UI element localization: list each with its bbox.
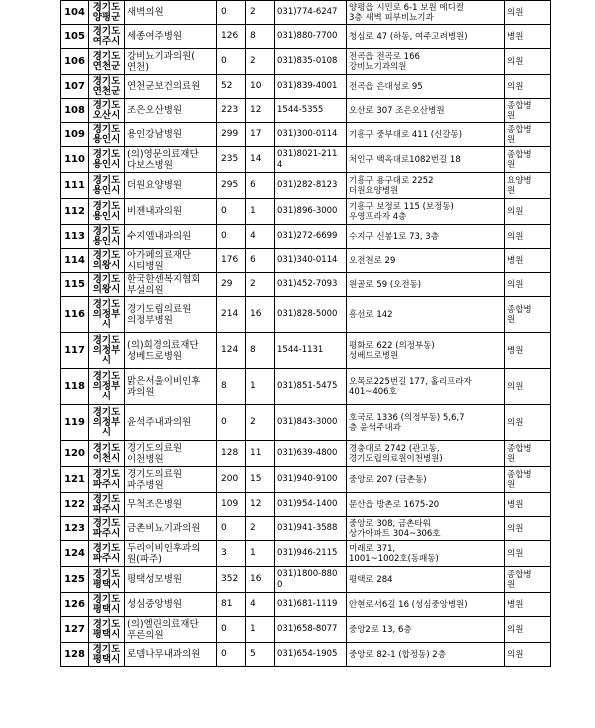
beds-cell: 124 — [217, 333, 246, 369]
address-cell: 전곡읍 전곡로 166 강비뇨기과의원 — [347, 49, 505, 75]
region-cell: 경기도 용인시 — [89, 123, 125, 147]
departments-cell: 6 — [246, 249, 275, 273]
region-cell: 경기도 의정부 시 — [89, 333, 125, 369]
beds-cell: 0 — [217, 517, 246, 541]
address-cell: 미래로 371, 1001~1002호(동패동) — [347, 541, 505, 567]
facility-name-cell: 금촌비뇨기과의원 — [125, 517, 217, 541]
facility-name-cell: 연천군보건의료원 — [125, 75, 217, 99]
table-row — [61, 147, 551, 173]
address-cell: 안현로서6길 16 (성심중앙병원) — [347, 593, 505, 617]
row-number: 112 — [61, 199, 89, 225]
departments-cell: 1 — [246, 369, 275, 405]
beds-cell: 214 — [217, 297, 246, 333]
region-cell: 경기도 파주시 — [89, 493, 125, 517]
region-cell: 경기도 의정부 시 — [89, 369, 125, 405]
table-row — [61, 1, 551, 25]
table-row — [61, 493, 551, 517]
beds-cell: 295 — [217, 173, 246, 199]
table-row — [61, 617, 551, 643]
phone-cell: 031)300-0114 — [275, 123, 347, 147]
table-row — [61, 467, 551, 493]
region-cell: 경기도 파주시 — [89, 541, 125, 567]
row-number: 120 — [61, 441, 89, 467]
region-cell: 경기도 연천군 — [89, 49, 125, 75]
departments-cell: 2 — [246, 517, 275, 541]
row-number: 118 — [61, 369, 89, 405]
hospital-table — [60, 0, 551, 667]
table-row — [61, 369, 551, 405]
beds-cell: 128 — [217, 441, 246, 467]
facility-type-cell: 병원 — [505, 593, 551, 617]
row-number: 125 — [61, 567, 89, 593]
row-number: 126 — [61, 593, 89, 617]
row-number: 127 — [61, 617, 89, 643]
phone-cell: 031)658-8077 — [275, 617, 347, 643]
row-number: 119 — [61, 405, 89, 441]
facility-type-cell: 의원 — [505, 617, 551, 643]
table-row — [61, 593, 551, 617]
facility-name-cell: 경기도의료원 파주병원 — [125, 467, 217, 493]
row-number: 113 — [61, 225, 89, 249]
departments-cell: 4 — [246, 225, 275, 249]
beds-cell: 0 — [217, 199, 246, 225]
table-row — [61, 75, 551, 99]
facility-name-cell: 로뎀나무내과의원 — [125, 643, 217, 667]
region-cell: 경기도 평택시 — [89, 593, 125, 617]
facility-type-cell: 의원 — [505, 541, 551, 567]
facility-type-cell: 의원 — [505, 1, 551, 25]
departments-cell: 11 — [246, 441, 275, 467]
address-cell: 평화로 622 (의정부동) 성베드로병원 — [347, 333, 505, 369]
facility-type-cell: 의원 — [505, 199, 551, 225]
phone-cell: 031)946-2115 — [275, 541, 347, 567]
phone-cell: 031)843-3000 — [275, 405, 347, 441]
address-cell: 기흥구 용구대로 2252 더원요양병원 — [347, 173, 505, 199]
table-row — [61, 199, 551, 225]
address-cell: 오산로 307 조은오산병원 — [347, 99, 505, 123]
facility-name-cell: 경기도립의료원 의정부병원 — [125, 297, 217, 333]
phone-cell: 031)941-3588 — [275, 517, 347, 541]
beds-cell: 126 — [217, 25, 246, 49]
departments-cell: 10 — [246, 75, 275, 99]
phone-cell: 1544-5355 — [275, 99, 347, 123]
phone-cell: 031)835-0108 — [275, 49, 347, 75]
facility-type-cell: 종합병 원 — [505, 567, 551, 593]
facility-type-cell: 종합병 원 — [505, 441, 551, 467]
beds-cell: 81 — [217, 593, 246, 617]
facility-type-cell: 의원 — [505, 49, 551, 75]
row-number: 117 — [61, 333, 89, 369]
facility-type-cell: 종합병 원 — [505, 123, 551, 147]
beds-cell: 0 — [217, 405, 246, 441]
region-cell: 경기도 파주시 — [89, 517, 125, 541]
row-number: 110 — [61, 147, 89, 173]
facility-type-cell: 의원 — [505, 369, 551, 405]
departments-cell: 2 — [246, 49, 275, 75]
beds-cell: 0 — [217, 617, 246, 643]
phone-cell: 031)828-5000 — [275, 297, 347, 333]
beds-cell: 200 — [217, 467, 246, 493]
facility-name-cell: 평택성모병원 — [125, 567, 217, 593]
address-cell: 문산읍 방촌로 1675-20 — [347, 493, 505, 517]
beds-cell: 0 — [217, 49, 246, 75]
departments-cell: 2 — [246, 1, 275, 25]
phone-cell: 031)272-6699 — [275, 225, 347, 249]
facility-name-cell: 조은오산병원 — [125, 99, 217, 123]
facility-type-cell: 병원 — [505, 333, 551, 369]
facility-name-cell: 두리이비인후과의 원(파주) — [125, 541, 217, 567]
region-cell: 경기도 파주시 — [89, 467, 125, 493]
departments-cell: 6 — [246, 173, 275, 199]
facility-type-cell: 의원 — [505, 75, 551, 99]
phone-cell: 1544-1131 — [275, 333, 347, 369]
row-number: 106 — [61, 49, 89, 75]
facility-name-cell: (의)희경의료재단 성베드로병원 — [125, 333, 217, 369]
table-row — [61, 567, 551, 593]
facility-name-cell: 무척조은병원 — [125, 493, 217, 517]
address-cell: 중앙로 207 (금촌동) — [347, 467, 505, 493]
phone-cell: 031)639-4800 — [275, 441, 347, 467]
phone-cell: 031)940-9100 — [275, 467, 347, 493]
departments-cell: 1 — [246, 541, 275, 567]
row-number: 105 — [61, 25, 89, 49]
region-cell: 경기도 의정부 시 — [89, 405, 125, 441]
row-number: 128 — [61, 643, 89, 667]
row-number: 116 — [61, 297, 89, 333]
table-row — [61, 405, 551, 441]
facility-name-cell: (의)엘린의료재단 푸른의원 — [125, 617, 217, 643]
facility-name-cell: 아가페의료재단 시티병원 — [125, 249, 217, 273]
beds-cell: 29 — [217, 273, 246, 297]
address-cell: 흥선로 142 — [347, 297, 505, 333]
row-number: 123 — [61, 517, 89, 541]
facility-name-cell: 용인강남병원 — [125, 123, 217, 147]
facility-type-cell: 종합병 원 — [505, 99, 551, 123]
address-cell: 처인구 백옥대로1082번길 18 — [347, 147, 505, 173]
beds-cell: 223 — [217, 99, 246, 123]
departments-cell: 16 — [246, 297, 275, 333]
facility-name-cell: 맑은서울이비인후 과의원 — [125, 369, 217, 405]
facility-name-cell: 비젠내과의원 — [125, 199, 217, 225]
region-cell: 경기도 이천시 — [89, 441, 125, 467]
departments-cell: 16 — [246, 567, 275, 593]
region-cell: 경기도 평택시 — [89, 643, 125, 667]
facility-type-cell: 병원 — [505, 25, 551, 49]
address-cell: 오전천로 29 — [347, 249, 505, 273]
facility-name-cell: 윤석주내과의원 — [125, 405, 217, 441]
address-cell: 평택로 284 — [347, 567, 505, 593]
beds-cell: 352 — [217, 567, 246, 593]
facility-type-cell: 의원 — [505, 405, 551, 441]
departments-cell: 1 — [246, 199, 275, 225]
table-row — [61, 273, 551, 297]
beds-cell: 0 — [217, 643, 246, 667]
phone-cell: 031)340-0114 — [275, 249, 347, 273]
table-row — [61, 643, 551, 667]
facility-name-cell: (의)영문의료재단 다보스병원 — [125, 147, 217, 173]
departments-cell: 8 — [246, 333, 275, 369]
address-cell: 청심로 47 (하동, 여주고려병원) — [347, 25, 505, 49]
table-body — [61, 1, 551, 667]
facility-type-cell: 의원 — [505, 517, 551, 541]
beds-cell: 8 — [217, 369, 246, 405]
row-number: 124 — [61, 541, 89, 567]
facility-type-cell: 종합병 원 — [505, 467, 551, 493]
table-row — [61, 297, 551, 333]
region-cell: 경기도 오산시 — [89, 99, 125, 123]
table-row — [61, 49, 551, 75]
beds-cell: 3 — [217, 541, 246, 567]
departments-cell: 12 — [246, 99, 275, 123]
table-row — [61, 333, 551, 369]
departments-cell: 17 — [246, 123, 275, 147]
phone-cell: 031)774-6247 — [275, 1, 347, 25]
facility-type-cell: 병원 — [505, 493, 551, 517]
facility-type-cell: 요양병 원 — [505, 173, 551, 199]
row-number: 115 — [61, 273, 89, 297]
facility-name-cell: 더원요양병원 — [125, 173, 217, 199]
row-number: 122 — [61, 493, 89, 517]
region-cell: 경기도 의왕시 — [89, 249, 125, 273]
phone-cell: 031)452-7093 — [275, 273, 347, 297]
region-cell: 경기도 용인시 — [89, 225, 125, 249]
departments-cell: 12 — [246, 493, 275, 517]
phone-cell: 031)896-3000 — [275, 199, 347, 225]
beds-cell: 176 — [217, 249, 246, 273]
phone-cell: 031)880-7700 — [275, 25, 347, 49]
region-cell: 경기도 평택시 — [89, 567, 125, 593]
row-number: 108 — [61, 99, 89, 123]
region-cell: 경기도 의왕시 — [89, 273, 125, 297]
departments-cell: 8 — [246, 25, 275, 49]
beds-cell: 299 — [217, 123, 246, 147]
departments-cell: 2 — [246, 405, 275, 441]
beds-cell: 0 — [217, 1, 246, 25]
facility-name-cell: 한국한센복지협회 부설의원 — [125, 273, 217, 297]
departments-cell: 5 — [246, 643, 275, 667]
address-cell: 기흥구 중부대로 411 (신갈동) — [347, 123, 505, 147]
table-row — [61, 517, 551, 541]
phone-cell: 031)851-5475 — [275, 369, 347, 405]
table-row — [61, 249, 551, 273]
table-row — [61, 225, 551, 249]
address-cell: 중앙로 82-1 (합정동) 2층 — [347, 643, 505, 667]
table-row — [61, 99, 551, 123]
row-number: 121 — [61, 467, 89, 493]
region-cell: 경기도 여주시 — [89, 25, 125, 49]
phone-cell: 031)681-1119 — [275, 593, 347, 617]
facility-type-cell: 병원 — [505, 249, 551, 273]
region-cell: 경기도 양평군 — [89, 1, 125, 25]
facility-type-cell: 의원 — [505, 225, 551, 249]
address-cell: 중앙로 308, 금촌타워 상가아파트 304~306호 — [347, 517, 505, 541]
row-number: 107 — [61, 75, 89, 99]
facility-name-cell: 세종여주병원 — [125, 25, 217, 49]
address-cell: 수지구 신봉1로 73, 3층 — [347, 225, 505, 249]
row-number: 104 — [61, 1, 89, 25]
table-row — [61, 441, 551, 467]
facility-type-cell: 종합병 원 — [505, 297, 551, 333]
phone-cell: 031)8021-211 4 — [275, 147, 347, 173]
row-number: 109 — [61, 123, 89, 147]
address-cell: 원골로 59 (오전동) — [347, 273, 505, 297]
phone-cell: 031)654-1905 — [275, 643, 347, 667]
table-row — [61, 25, 551, 49]
region-cell: 경기도 용인시 — [89, 147, 125, 173]
address-cell: 중앙2로 13, 6층 — [347, 617, 505, 643]
beds-cell: 109 — [217, 493, 246, 517]
address-cell: 오목로225번길 177, 홀리프라자 401~406호 — [347, 369, 505, 405]
table-row — [61, 541, 551, 567]
beds-cell: 235 — [217, 147, 246, 173]
departments-cell: 2 — [246, 273, 275, 297]
facility-type-cell: 의원 — [505, 643, 551, 667]
table-row — [61, 123, 551, 147]
facility-name-cell: 새벽의원 — [125, 1, 217, 25]
region-cell: 경기도 용인시 — [89, 199, 125, 225]
facility-name-cell: 강비뇨기과의원( 연천) — [125, 49, 217, 75]
phone-cell: 031)282-8123 — [275, 173, 347, 199]
facility-name-cell: 경기도의료원 이천병원 — [125, 441, 217, 467]
region-cell: 경기도 의정부 시 — [89, 297, 125, 333]
region-cell: 경기도 용인시 — [89, 173, 125, 199]
facility-type-cell: 의원 — [505, 273, 551, 297]
table-row — [61, 173, 551, 199]
address-cell: 기흥구 보정로 115 (보정동) 우영프라자 4층 — [347, 199, 505, 225]
departments-cell: 1 — [246, 617, 275, 643]
region-cell: 경기도 평택시 — [89, 617, 125, 643]
departments-cell: 14 — [246, 147, 275, 173]
departments-cell: 15 — [246, 467, 275, 493]
address-cell: 경충대로 2742 (관고동, 경기도립의료원이천병원) — [347, 441, 505, 467]
row-number: 111 — [61, 173, 89, 199]
address-cell: 양평읍 시민로 6-1 보원 메디컬 3층 새벽 피부비뇨기과 — [347, 1, 505, 25]
region-cell: 경기도 연천군 — [89, 75, 125, 99]
departments-cell: 4 — [246, 593, 275, 617]
facility-name-cell: 수지엘내과의원 — [125, 225, 217, 249]
address-cell: 호국로 1336 (의정부동) 5,6,7 층 윤석주내과 — [347, 405, 505, 441]
facility-type-cell: 종합병 원 — [505, 147, 551, 173]
beds-cell: 0 — [217, 225, 246, 249]
phone-cell: 031)954-1400 — [275, 493, 347, 517]
beds-cell: 52 — [217, 75, 246, 99]
row-number: 114 — [61, 249, 89, 273]
facility-name-cell: 성심중앙병원 — [125, 593, 217, 617]
phone-cell: 031)1800-880 0 — [275, 567, 347, 593]
address-cell: 전곡읍 은대성로 95 — [347, 75, 505, 99]
phone-cell: 031)839-4001 — [275, 75, 347, 99]
